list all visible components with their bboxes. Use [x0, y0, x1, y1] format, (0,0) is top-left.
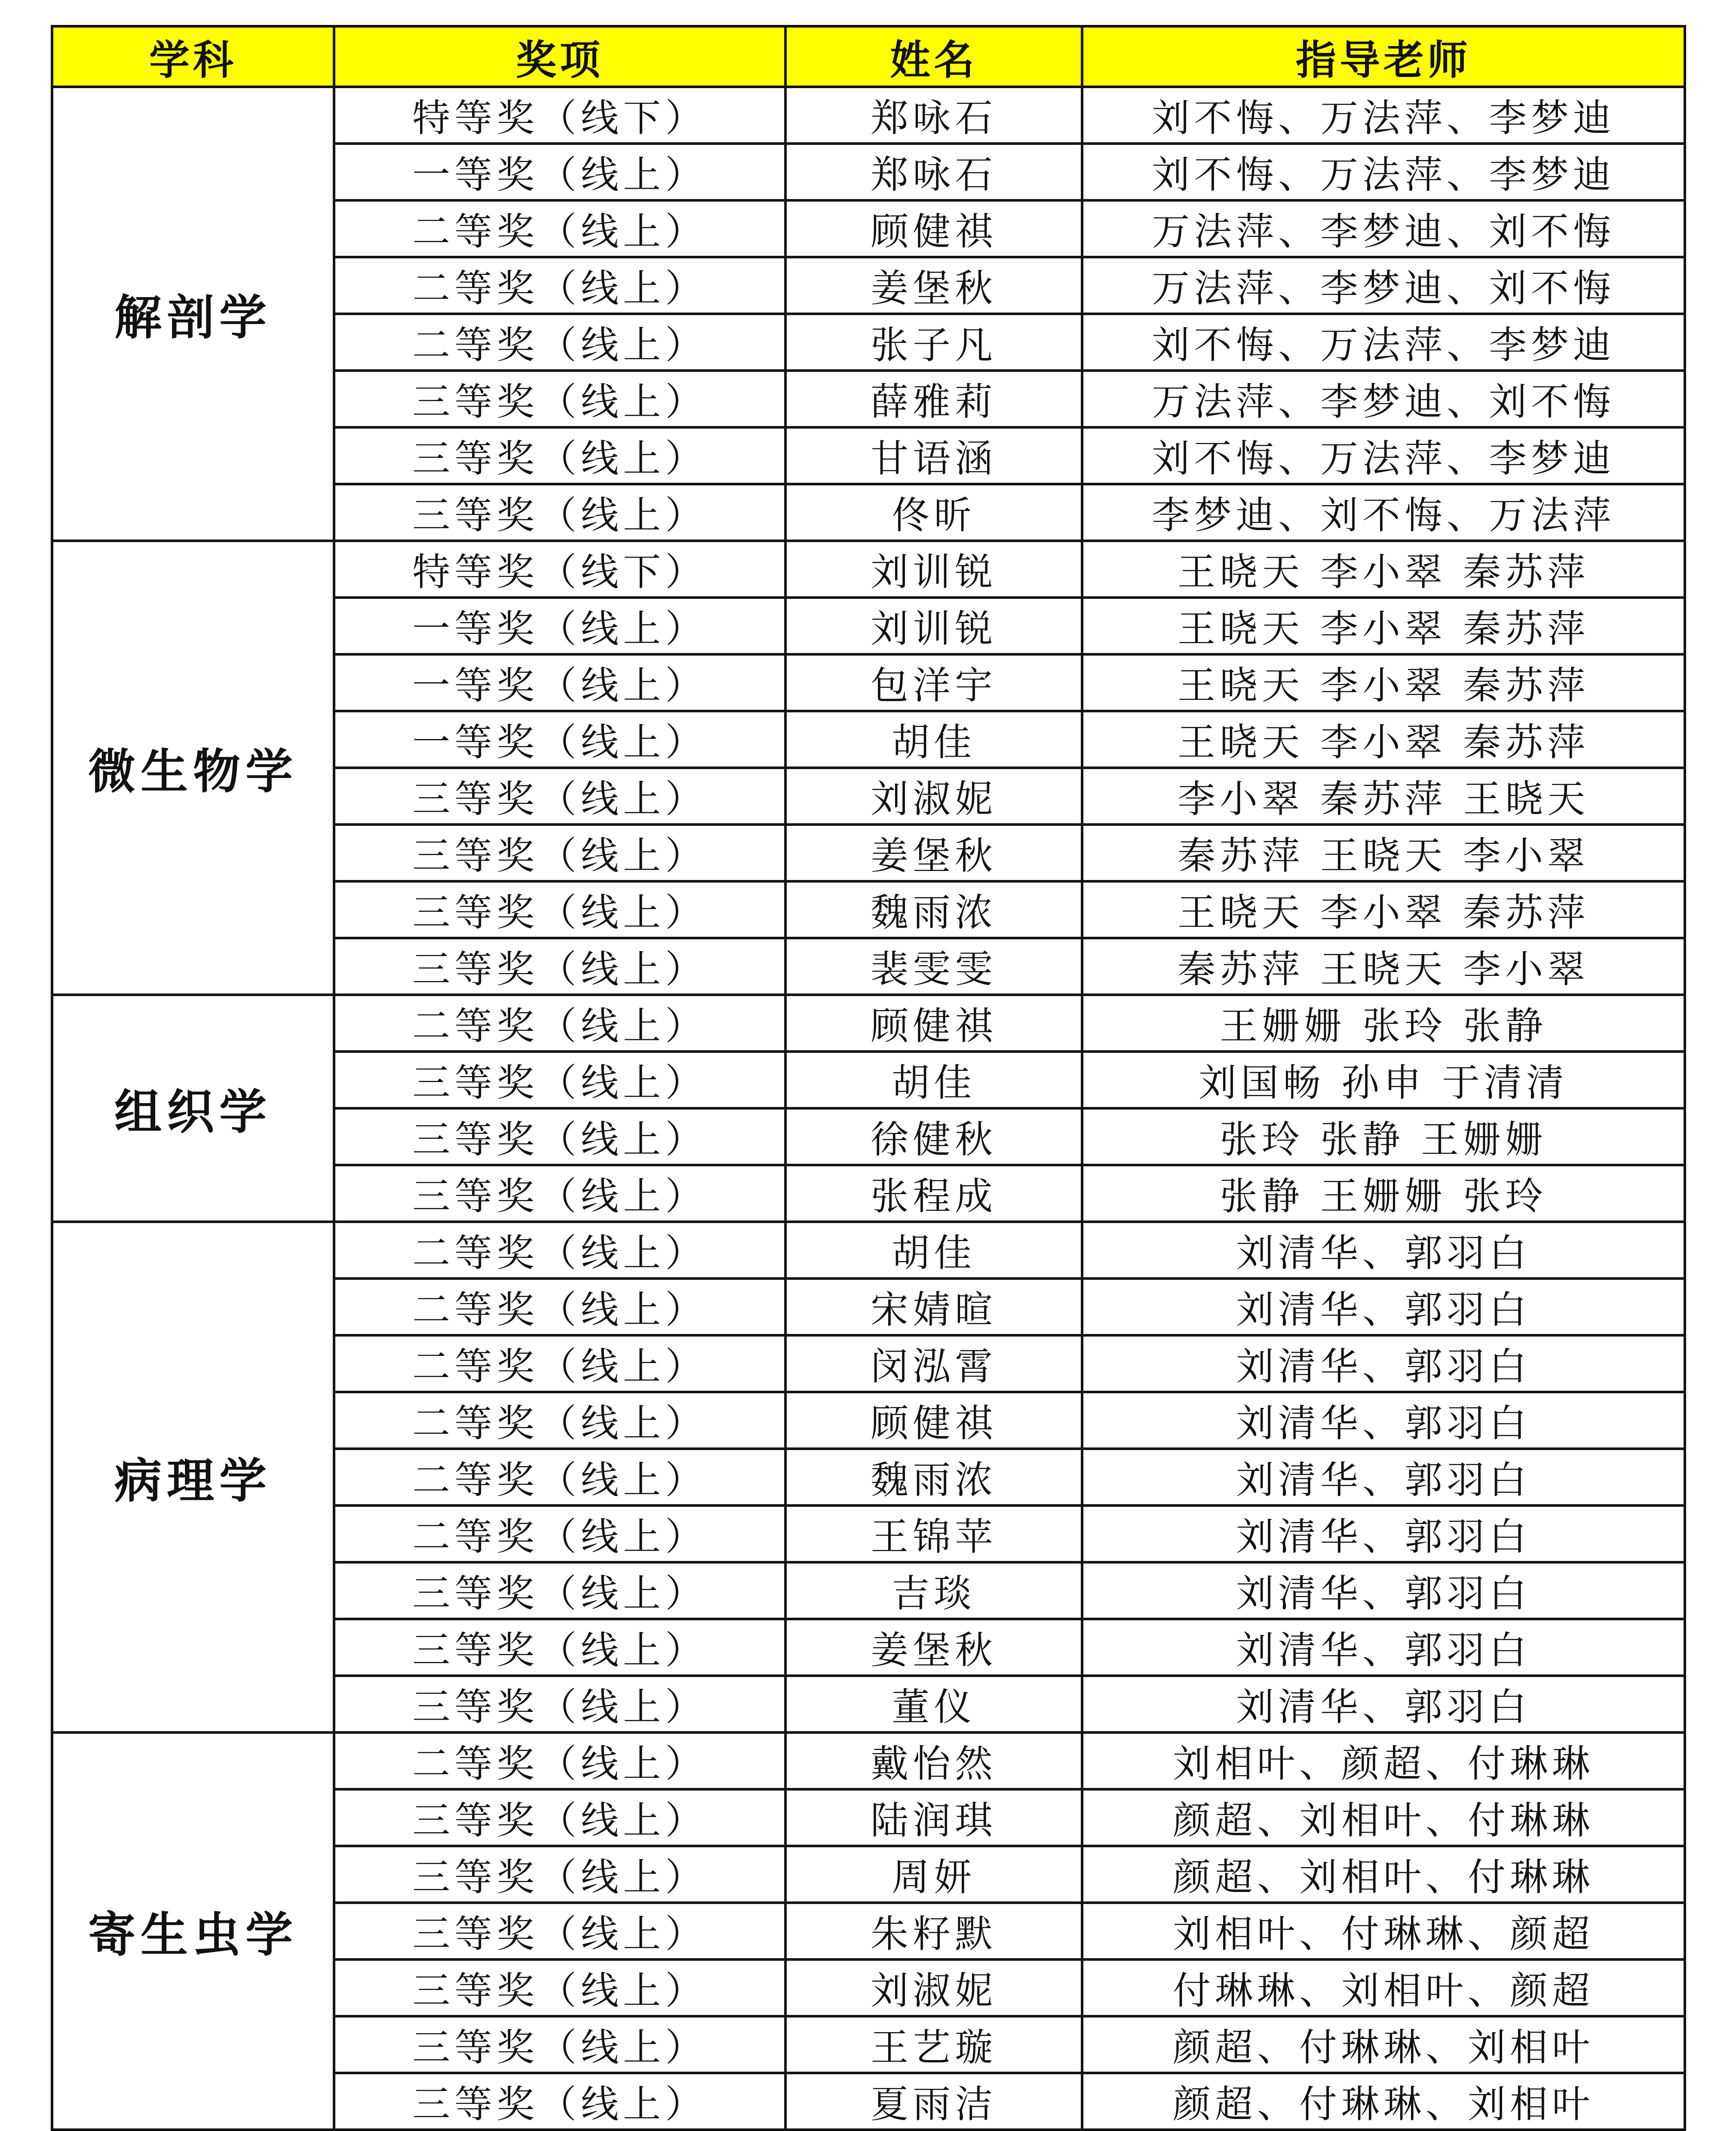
award-cell: 三等奖（线上）: [334, 1052, 785, 1108]
award-cell: 三等奖（线上）: [334, 1676, 785, 1732]
advisor-cell: 刘不悔、万法萍、李梦迪: [1082, 87, 1685, 144]
advisor-cell: 刘不悔、万法萍、李梦迪: [1082, 314, 1685, 371]
advisor-cell: 王晓天 李小翠 秦苏萍: [1082, 598, 1685, 654]
award-cell: 三等奖（线上）: [334, 371, 785, 427]
name-cell: 吉琰: [785, 1562, 1082, 1619]
name-cell: 王锦苹: [785, 1505, 1082, 1562]
subject-cell: 解剖学: [52, 87, 334, 541]
name-cell: 郑咏石: [785, 87, 1082, 144]
award-cell: 一等奖（线上）: [334, 598, 785, 654]
award-cell: 特等奖（线下）: [334, 541, 785, 598]
subject-cell: 病理学: [52, 1222, 334, 1732]
advisor-cell: 张玲 张静 王姗姗: [1082, 1108, 1685, 1165]
advisor-cell: 刘清华、郭羽白: [1082, 1619, 1685, 1676]
name-cell: 顾健祺: [785, 1392, 1082, 1449]
name-cell: 胡佳: [785, 1052, 1082, 1108]
name-cell: 包洋宇: [785, 654, 1082, 711]
advisor-cell: 张静 王姗姗 张玲: [1082, 1165, 1685, 1222]
table-row: [52, 1222, 1685, 1279]
name-cell: 刘淑妮: [785, 768, 1082, 825]
name-cell: 姜堡秋: [785, 825, 1082, 881]
advisor-cell: 万法萍、李梦迪、刘不悔: [1082, 371, 1685, 427]
name-cell: 甘语涵: [785, 427, 1082, 484]
table-header: [52, 26, 1685, 87]
award-cell: 二等奖（线上）: [334, 314, 785, 371]
award-cell: 二等奖（线上）: [334, 1392, 785, 1449]
award-cell: 三等奖（线上）: [334, 1959, 785, 2016]
name-cell: 裴雯雯: [785, 938, 1082, 995]
name-cell: 徐健秋: [785, 1108, 1082, 1165]
name-cell: 魏雨浓: [785, 881, 1082, 938]
advisor-cell: 王晓天 李小翠 秦苏萍: [1082, 881, 1685, 938]
advisor-cell: 王晓天 李小翠 秦苏萍: [1082, 654, 1685, 711]
advisor-cell: 万法萍、李梦迪、刘不悔: [1082, 257, 1685, 314]
award-cell: 二等奖（线上）: [334, 1335, 785, 1392]
name-cell: 陆润琪: [785, 1789, 1082, 1846]
table-body: [52, 87, 1685, 2130]
advisor-cell: 颜超、刘相叶、付琳琳: [1082, 1846, 1685, 1903]
advisor-cell: 秦苏萍 王晓天 李小翠: [1082, 938, 1685, 995]
subject-cell: 寄生虫学: [52, 1732, 334, 2130]
award-cell: 三等奖（线上）: [334, 2073, 785, 2130]
name-cell: 闵泓霄: [785, 1335, 1082, 1392]
advisor-cell: 万法萍、李梦迪、刘不悔: [1082, 200, 1685, 257]
award-cell: 三等奖（线上）: [334, 1619, 785, 1676]
subject-cell: 组织学: [52, 995, 334, 1222]
award-cell: 三等奖（线上）: [334, 1903, 785, 1959]
advisor-cell: 秦苏萍 王晓天 李小翠: [1082, 825, 1685, 881]
advisor-cell: 李梦迪、刘不悔、万法萍: [1082, 484, 1685, 541]
name-cell: 佟昕: [785, 484, 1082, 541]
advisor-cell: 刘不悔、万法萍、李梦迪: [1082, 427, 1685, 484]
name-cell: 夏雨洁: [785, 2073, 1082, 2130]
advisor-cell: 刘清华、郭羽白: [1082, 1562, 1685, 1619]
award-cell: 三等奖（线上）: [334, 1562, 785, 1619]
award-cell: 二等奖（线上）: [334, 1732, 785, 1789]
advisor-cell: 刘清华、郭羽白: [1082, 1222, 1685, 1279]
award-cell: 三等奖（线上）: [334, 1789, 785, 1846]
advisor-cell: 颜超、付琳琳、刘相叶: [1082, 2073, 1685, 2130]
name-cell: 周妍: [785, 1846, 1082, 1903]
name-cell: 姜堡秋: [785, 1619, 1082, 1676]
award-cell: 三等奖（线上）: [334, 2016, 785, 2073]
advisor-cell: 刘清华、郭羽白: [1082, 1505, 1685, 1562]
advisor-cell: 刘清华、郭羽白: [1082, 1676, 1685, 1732]
award-cell: 二等奖（线上）: [334, 257, 785, 314]
name-cell: 张程成: [785, 1165, 1082, 1222]
award-cell: 三等奖（线上）: [334, 1165, 785, 1222]
advisor-cell: 王晓天 李小翠 秦苏萍: [1082, 711, 1685, 768]
award-cell: 三等奖（线上）: [334, 881, 785, 938]
name-cell: 王艺璇: [785, 2016, 1082, 2073]
award-cell: 三等奖（线上）: [334, 768, 785, 825]
advisor-cell: 刘清华、郭羽白: [1082, 1392, 1685, 1449]
table-row: [52, 1732, 1685, 1789]
award-cell: 二等奖（线上）: [334, 1222, 785, 1279]
name-cell: 刘训锐: [785, 598, 1082, 654]
award-cell: 一等奖（线上）: [334, 144, 785, 200]
name-cell: 胡佳: [785, 1222, 1082, 1279]
subject-cell: 微生物学: [52, 541, 334, 995]
header-row: [52, 26, 1685, 87]
name-cell: 戴怡然: [785, 1732, 1082, 1789]
award-cell: 二等奖（线上）: [334, 1505, 785, 1562]
header-name: 姓名: [785, 26, 1082, 87]
advisor-cell: 刘相叶、颜超、付琳琳: [1082, 1732, 1685, 1789]
award-cell: 三等奖（线上）: [334, 427, 785, 484]
award-cell: 三等奖（线上）: [334, 1846, 785, 1903]
advisor-cell: 王姗姗 张玲 张静: [1082, 995, 1685, 1052]
award-cell: 二等奖（线上）: [334, 200, 785, 257]
name-cell: 朱籽默: [785, 1903, 1082, 1959]
advisor-cell: 王晓天 李小翠 秦苏萍: [1082, 541, 1685, 598]
name-cell: 张子凡: [785, 314, 1082, 371]
name-cell: 刘训锐: [785, 541, 1082, 598]
award-cell: 三等奖（线上）: [334, 825, 785, 881]
award-cell: 一等奖（线上）: [334, 654, 785, 711]
table-row: [52, 541, 1685, 598]
award-cell: 二等奖（线上）: [334, 995, 785, 1052]
advisor-cell: 刘清华、郭羽白: [1082, 1335, 1685, 1392]
name-cell: 董仪: [785, 1676, 1082, 1732]
advisor-cell: 刘相叶、付琳琳、颜超: [1082, 1903, 1685, 1959]
name-cell: 顾健祺: [785, 200, 1082, 257]
name-cell: 魏雨浓: [785, 1449, 1082, 1505]
advisor-cell: 刘清华、郭羽白: [1082, 1279, 1685, 1335]
award-cell: 三等奖（线上）: [334, 1108, 785, 1165]
name-cell: 姜堡秋: [785, 257, 1082, 314]
award-table: [51, 25, 1686, 2131]
header-advisor: 指导老师: [1082, 26, 1685, 87]
table-row: [52, 87, 1685, 144]
name-cell: 胡佳: [785, 711, 1082, 768]
award-cell: 三等奖（线上）: [334, 484, 785, 541]
advisor-cell: 刘国畅 孙申 于清清: [1082, 1052, 1685, 1108]
table-row: [52, 995, 1685, 1052]
award-cell: 二等奖（线上）: [334, 1279, 785, 1335]
name-cell: 刘淑妮: [785, 1959, 1082, 2016]
name-cell: 薛雅莉: [785, 371, 1082, 427]
name-cell: 宋婧暄: [785, 1279, 1082, 1335]
header-award: 奖项: [334, 26, 785, 87]
award-cell: 一等奖（线上）: [334, 711, 785, 768]
advisor-cell: 付琳琳、刘相叶、颜超: [1082, 1959, 1685, 2016]
award-cell: 特等奖（线下）: [334, 87, 785, 144]
name-cell: 郑咏石: [785, 144, 1082, 200]
header-subject: 学科: [52, 26, 334, 87]
advisor-cell: 颜超、付琳琳、刘相叶: [1082, 2016, 1685, 2073]
award-cell: 三等奖（线上）: [334, 938, 785, 995]
advisor-cell: 刘清华、郭羽白: [1082, 1449, 1685, 1505]
advisor-cell: 刘不悔、万法萍、李梦迪: [1082, 144, 1685, 200]
advisor-cell: 颜超、刘相叶、付琳琳: [1082, 1789, 1685, 1846]
award-cell: 二等奖（线上）: [334, 1449, 785, 1505]
name-cell: 顾健祺: [785, 995, 1082, 1052]
advisor-cell: 李小翠 秦苏萍 王晓天: [1082, 768, 1685, 825]
